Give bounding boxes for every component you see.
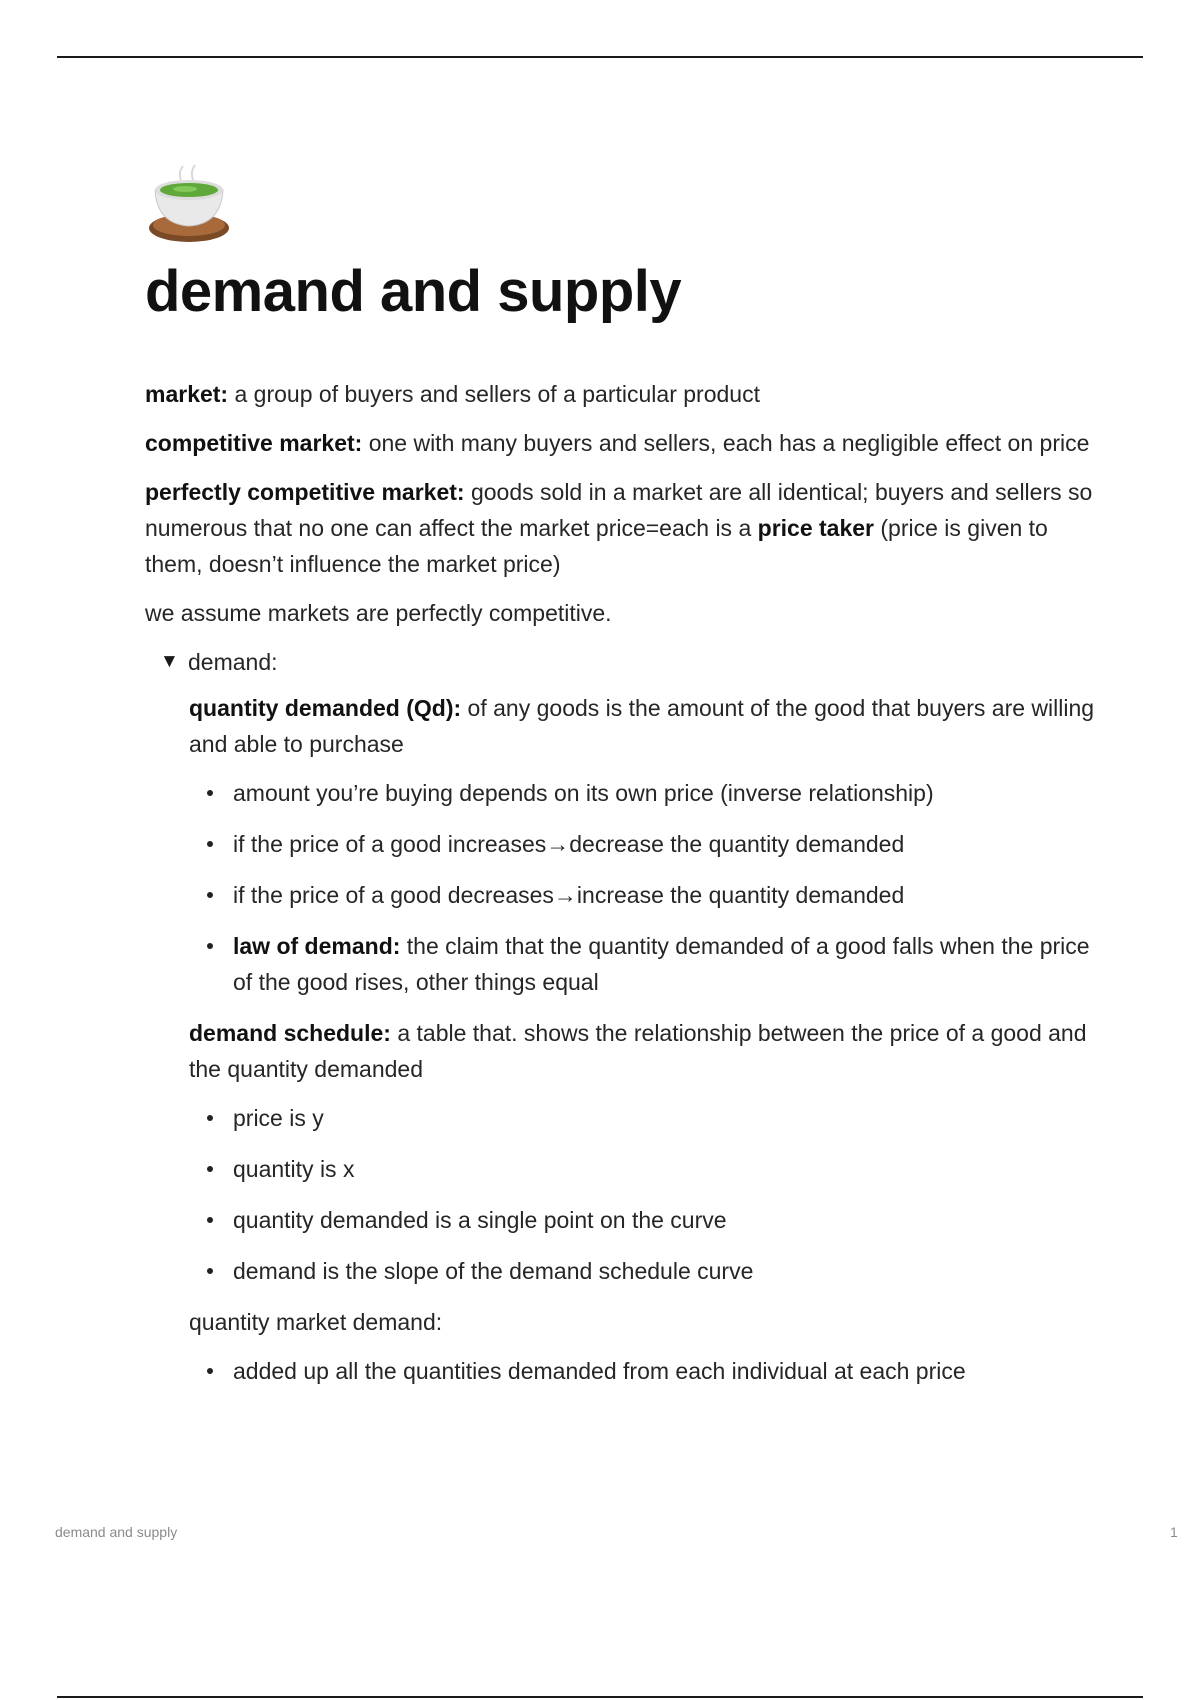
term-label: perfectly competitive market: [145, 479, 465, 505]
triangle-down-icon[interactable]: ▼ [160, 651, 179, 672]
market-demand-list [189, 1353, 1095, 1389]
definition-demand-schedule [189, 1015, 1095, 1087]
tea-cup-icon [145, 160, 235, 246]
toggle-label: demand: [188, 649, 278, 675]
footer-page-number: 1 [1170, 1524, 1178, 1540]
page-title: demand and supply [145, 259, 682, 324]
definition-competitive-market [145, 425, 1095, 461]
list-item: if the price of a good increases→decrease the quantity demanded [233, 826, 1095, 862]
definition-text: goods sold in a market are all identical; buyers and sellers so numerous that no one can affect the market price=each is a [145, 479, 1093, 541]
list-item: quantity demanded is a single point on the curve [233, 1202, 1095, 1238]
term-label: competitive market: [145, 430, 363, 456]
definition-market [145, 376, 1095, 412]
demand-toggle-content [189, 690, 1095, 1389]
market-demand-heading: quantity market demand: [189, 1309, 443, 1335]
page-body [145, 376, 1095, 1404]
list-item: added up all the quantities demanded from each individual at each price [233, 1353, 1095, 1389]
demand-schedule-list [189, 1100, 1095, 1289]
term-label: quantity demanded (Qd): [189, 695, 462, 721]
list-item: if the price of a good decreases→increase the quantity demanded [233, 877, 1095, 913]
definition-quantity-demanded [189, 690, 1095, 762]
page-header [145, 160, 1095, 324]
definition-text: of any goods is the amount of the good that buyers are willing and able to purchase [189, 695, 1095, 757]
quantity-demanded-list [189, 775, 1095, 1000]
definition-text: the claim that the quantity demanded of a good falls when the price of the good rises, other things equal [233, 933, 1090, 995]
list-item: price is y [233, 1100, 1095, 1136]
list-item: amount you’re buying depends on its own price (inverse relationship) [233, 775, 1095, 811]
assumption-text: we assume markets are perfectly competitive. [145, 600, 612, 626]
definition-text: one with many buyers and sellers, each has a negligible effect on price [362, 430, 1090, 456]
term-label: market: [145, 381, 229, 407]
definition-text: a group of buyers and sellers of a particular product [228, 381, 760, 407]
demand-toggle[interactable] [160, 644, 1095, 680]
footer-doc-name: demand and supply [55, 1524, 178, 1540]
definition-text: (price is given to them, doesn’t influence the market price) [145, 515, 1048, 577]
list-item: demand is the slope of the demand schedule curve [233, 1253, 1095, 1289]
top-divider [57, 56, 1143, 58]
definition-text: a table that. shows the relationship between the price of a good and the quantity demanded [189, 1020, 1087, 1082]
list-item [233, 928, 1095, 1000]
bottom-divider [57, 1696, 1143, 1698]
definition-perfectly-competitive-market [145, 474, 1095, 582]
list-item: quantity is x [233, 1151, 1095, 1187]
price-taker-term: price taker [757, 515, 874, 541]
term-label: law of demand: [233, 933, 401, 959]
term-label: demand schedule: [189, 1020, 391, 1046]
